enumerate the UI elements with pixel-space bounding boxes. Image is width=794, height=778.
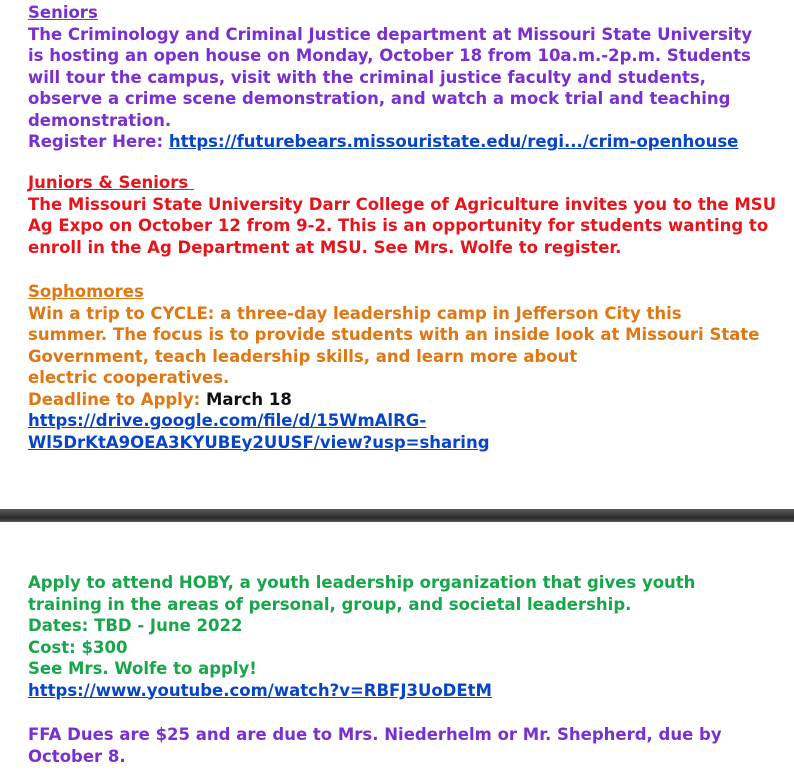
sophomores-body-line: Government, teach leadership skills, and learn more about <box>28 346 578 366</box>
juniors-seniors-body-line: The Missouri State University Darr College of Agriculture invites you to the MSU <box>28 194 777 214</box>
hoby-body-line: training in the areas of personal, group, and societal leadership. <box>28 594 632 614</box>
hoby-youtube-link[interactable]: https://www.youtube.com/watch?v=RBFJ3UoDEtM <box>28 680 492 700</box>
hoby-apply-note: See Mrs. Wolfe to apply! <box>28 659 257 678</box>
sophomores-body-line: Win a trip to CYCLE: a three-day leadership camp in Jefferson City this <box>28 303 682 323</box>
deadline-value: March 18 <box>205 389 292 409</box>
cycle-link-part-1[interactable]: https://drive.google.com/file/d/15WmAlRG- <box>28 411 427 430</box>
juniors-seniors-body-line: Ag Expo on October 12 from 9-2. This is an opportunity for students wanting to <box>28 216 769 235</box>
ffa-body-line: October 8. <box>28 746 126 766</box>
hoby-section <box>28 572 768 701</box>
ffa-section <box>28 724 768 767</box>
seniors-body-line: observe a crime scene demonstration, and watch a mock trial and teaching <box>28 89 731 108</box>
seniors-body-line: will tour the campus, visit with the criminal justice faculty and students, <box>28 67 706 87</box>
register-link[interactable]: https://futurebears.missouristate.edu/regi.../crim-openhouse <box>168 132 739 151</box>
seniors-section <box>28 2 768 153</box>
seniors-body-line: is hosting an open house on Monday, October 18 from 10a.m.-2p.m. Students <box>28 46 751 65</box>
hoby-cost: Cost: $300 <box>28 637 128 657</box>
juniors-seniors-body-line: enroll in the Ag Department at MSU. See Mrs. Wolfe to register. <box>28 237 622 257</box>
sophomores-heading: Sophomores <box>28 282 144 301</box>
seniors-body-line: The Criminology and Criminal Justice department at Missouri State University <box>28 24 753 44</box>
sophomores-section <box>28 281 768 453</box>
register-label: Register Here: <box>28 132 164 151</box>
section-divider <box>0 509 794 522</box>
deadline-label: Deadline to Apply: <box>28 389 201 409</box>
hoby-dates: Dates: TBD - June 2022 <box>28 616 243 635</box>
hoby-body-line: Apply to attend HOBY, a youth leadership organization that gives youth <box>28 573 696 592</box>
seniors-body-line: demonstration. <box>28 110 172 130</box>
ffa-body-line: FFA Dues are $25 and are due to Mrs. Niederhelm or Mr. Shepherd, due by <box>28 725 722 744</box>
juniors-seniors-heading: Juniors & Seniors <box>28 173 194 192</box>
sophomores-body-line: summer. The focus is to provide students with an inside look at Missouri State <box>28 325 760 344</box>
juniors-seniors-section <box>28 172 777 258</box>
seniors-heading: Seniors <box>28 3 98 22</box>
cycle-link-part-2[interactable]: Wl5DrKtA9OEA3KYUBEy2UUSF/view?usp=sharing <box>28 432 490 452</box>
sophomores-body-line: electric cooperatives. <box>28 368 230 387</box>
